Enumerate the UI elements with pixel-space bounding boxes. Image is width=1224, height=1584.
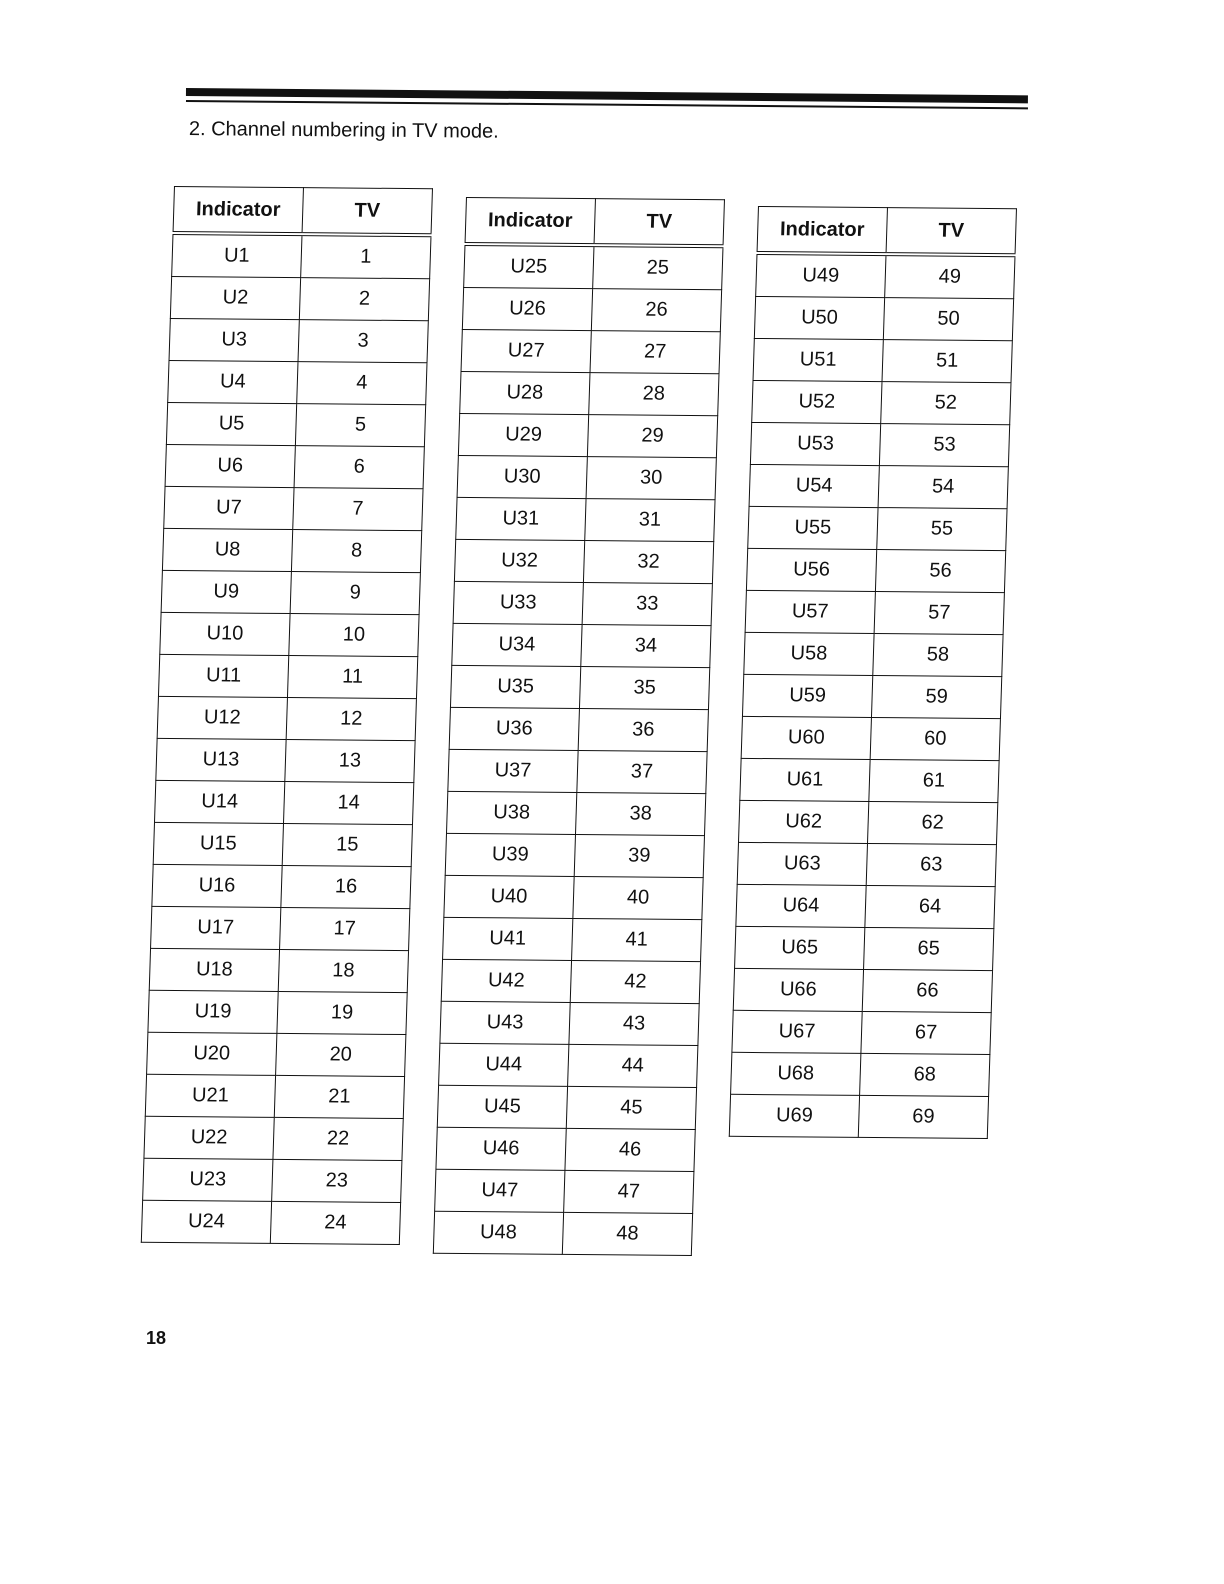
indicator-cell: U53 xyxy=(750,422,880,465)
table-row xyxy=(449,707,708,751)
tv-channel-cell: 6 xyxy=(294,446,424,489)
table-row xyxy=(158,654,417,698)
tv-channel-cell: 50 xyxy=(883,298,1013,341)
tv-channel-cell: 20 xyxy=(276,1033,406,1076)
tv-channel-cell: 39 xyxy=(574,834,704,877)
indicator-cell: U55 xyxy=(748,506,878,549)
table-row xyxy=(162,528,421,572)
indicator-cell: U4 xyxy=(168,360,298,403)
indicator-cell: U27 xyxy=(461,329,591,372)
table-row xyxy=(729,1094,988,1138)
tv-channel-cell: 24 xyxy=(270,1201,400,1244)
tv-channel-cell: 68 xyxy=(860,1053,990,1096)
tv-channel-cell: 40 xyxy=(573,876,703,919)
indicator-cell: U39 xyxy=(445,833,575,876)
table-row xyxy=(754,296,1013,340)
tv-channel-cell: 21 xyxy=(274,1075,404,1118)
table-row xyxy=(462,287,721,331)
indicator-cell: U50 xyxy=(754,296,884,339)
tv-channel-cell: 41 xyxy=(572,918,702,961)
table-row xyxy=(445,833,704,877)
tv-channel-cell: 52 xyxy=(881,382,1011,425)
indicator-cell: U64 xyxy=(736,884,866,927)
indicator-cell: U29 xyxy=(458,413,588,456)
indicator-cell: U42 xyxy=(441,959,571,1002)
tv-channel-cell: 61 xyxy=(869,759,999,802)
tv-channel-cell: 46 xyxy=(565,1128,695,1171)
indicator-cell: U67 xyxy=(732,1010,862,1053)
tv-channel-cell: 58 xyxy=(873,634,1003,677)
table-row xyxy=(152,864,411,908)
table-row xyxy=(435,1169,694,1213)
indicator-cell: U8 xyxy=(162,528,292,571)
table-row xyxy=(742,674,1001,718)
table-row xyxy=(740,758,999,802)
tv-channel-cell: 57 xyxy=(874,592,1004,635)
table-row xyxy=(149,948,408,992)
table-row xyxy=(147,1032,406,1076)
table-row xyxy=(456,497,715,541)
table-row xyxy=(165,444,424,488)
indicator-cell: U22 xyxy=(144,1116,274,1159)
tv-channel-cell: 38 xyxy=(575,792,705,835)
table-row xyxy=(169,318,428,362)
table-row xyxy=(749,464,1008,508)
indicator-cell: U13 xyxy=(156,738,286,781)
tv-channel-cell: 36 xyxy=(578,709,708,752)
tv-channel-cell: 31 xyxy=(585,499,715,542)
indicator-cell: U37 xyxy=(448,749,578,792)
table-row xyxy=(448,749,707,793)
table-row xyxy=(439,1043,698,1087)
indicator-cell: U51 xyxy=(753,338,883,381)
indicator-cell: U16 xyxy=(152,864,282,907)
tv-channel-cell: 60 xyxy=(870,718,1000,761)
tv-channel-cell: 35 xyxy=(579,667,709,710)
table-row xyxy=(744,632,1003,676)
table-row xyxy=(741,716,1000,760)
indicator-cell: U34 xyxy=(452,623,582,666)
indicator-cell: U31 xyxy=(456,497,586,540)
tv-channel-cell: 64 xyxy=(865,885,995,928)
tv-channel-cell: 42 xyxy=(570,960,700,1003)
tv-channel-cell: 1 xyxy=(301,234,431,279)
indicator-cell: U56 xyxy=(746,548,876,591)
indicator-cell: U63 xyxy=(737,842,867,885)
table-row xyxy=(733,968,992,1012)
tv-channel-cell: 26 xyxy=(591,289,721,332)
indicator-cell: U14 xyxy=(155,780,285,823)
section-heading: 2. Channel numbering in TV mode. xyxy=(188,118,499,143)
indicator-cell: U60 xyxy=(741,716,871,759)
indicator-cell: U21 xyxy=(145,1074,275,1117)
table-row xyxy=(166,402,425,446)
indicator-cell: U25 xyxy=(464,244,594,289)
tv-channel-cell: 16 xyxy=(281,865,411,908)
tv-channel-cell: 37 xyxy=(577,750,707,793)
table-row xyxy=(172,233,431,279)
tv-channel-cell: 11 xyxy=(287,656,417,699)
table-row xyxy=(443,917,702,961)
table-row xyxy=(739,800,998,844)
indicator-column-header: Indicator xyxy=(465,198,595,246)
tv-channel-cell: 30 xyxy=(586,457,716,500)
indicator-cell: U23 xyxy=(143,1158,273,1201)
tv-channel-cell: 62 xyxy=(867,801,997,844)
tv-channel-cell: 10 xyxy=(289,614,419,657)
indicator-cell: U2 xyxy=(170,276,300,319)
table-row xyxy=(168,360,427,404)
indicator-cell: U19 xyxy=(148,990,278,1033)
tv-channel-cell: 33 xyxy=(582,583,712,626)
indicator-cell: U46 xyxy=(436,1127,566,1170)
tv-column-header: TV xyxy=(302,188,432,236)
indicator-cell: U66 xyxy=(733,968,863,1011)
table-row xyxy=(144,1116,403,1160)
tv-channel-cell: 59 xyxy=(871,676,1001,719)
tv-channel-cell: 49 xyxy=(885,254,1015,299)
channel-table-1 xyxy=(141,186,433,1245)
tv-channel-cell: 28 xyxy=(589,373,719,416)
table-row xyxy=(437,1085,696,1129)
indicator-cell: U68 xyxy=(731,1052,861,1095)
table-row xyxy=(161,570,420,614)
tv-channel-cell: 5 xyxy=(295,404,425,447)
tv-channel-cell: 22 xyxy=(273,1117,403,1160)
indicator-column-header: Indicator xyxy=(173,187,303,235)
indicator-cell: U58 xyxy=(744,632,874,675)
indicator-cell: U20 xyxy=(147,1032,277,1075)
indicator-cell: U28 xyxy=(460,371,590,414)
tv-channel-cell: 69 xyxy=(858,1095,988,1138)
table-row xyxy=(440,1001,699,1045)
indicator-column-header: Indicator xyxy=(757,207,887,255)
indicator-cell: U17 xyxy=(151,906,281,949)
table-row xyxy=(464,244,723,290)
table-row xyxy=(143,1158,402,1202)
page-number: 18 xyxy=(146,1328,167,1348)
table-row xyxy=(735,926,994,970)
tv-channel-cell: 23 xyxy=(272,1159,402,1202)
indicator-cell: U44 xyxy=(439,1043,569,1086)
indicator-cell: U61 xyxy=(740,758,870,801)
table-row xyxy=(460,371,719,415)
tv-channel-cell: 27 xyxy=(590,331,720,374)
indicator-cell: U18 xyxy=(149,948,279,991)
channel-table-3 xyxy=(729,206,1017,1139)
indicator-cell: U12 xyxy=(157,696,287,739)
table-row xyxy=(436,1127,695,1171)
table-row xyxy=(753,338,1012,382)
indicator-cell: U9 xyxy=(161,570,291,613)
tv-channel-cell: 14 xyxy=(283,781,413,824)
table-row xyxy=(750,422,1009,466)
indicator-cell: U40 xyxy=(444,875,574,918)
tv-channel-cell: 51 xyxy=(882,340,1012,383)
indicator-cell: U57 xyxy=(745,590,875,633)
tv-channel-cell: 54 xyxy=(878,466,1008,509)
table-row xyxy=(447,791,706,835)
table-row xyxy=(731,1052,990,1096)
indicator-cell: U48 xyxy=(433,1211,563,1254)
tv-channel-cell: 45 xyxy=(566,1086,696,1129)
indicator-cell: U59 xyxy=(742,674,872,717)
indicator-cell: U10 xyxy=(160,612,290,655)
table-row xyxy=(458,413,717,457)
tv-channel-cell: 43 xyxy=(569,1002,699,1045)
tv-channel-cell: 56 xyxy=(875,550,1005,593)
indicator-cell: U33 xyxy=(453,581,583,624)
indicator-cell: U45 xyxy=(437,1085,567,1128)
indicator-cell: U62 xyxy=(739,800,869,843)
tv-channel-cell: 55 xyxy=(877,508,1007,551)
indicator-cell: U69 xyxy=(729,1094,859,1137)
indicator-cell: U30 xyxy=(457,455,587,498)
indicator-cell: U35 xyxy=(450,665,580,708)
table-row xyxy=(160,612,419,656)
tv-channel-cell: 34 xyxy=(581,625,711,668)
tv-channel-cell: 25 xyxy=(593,245,723,290)
tv-channel-cell: 12 xyxy=(286,698,416,741)
table-row xyxy=(756,253,1015,299)
table-row xyxy=(164,486,423,530)
indicator-cell: U54 xyxy=(749,464,879,507)
indicator-cell: U65 xyxy=(735,926,865,969)
indicator-cell: U41 xyxy=(443,917,573,960)
table-row xyxy=(170,276,429,320)
table-row xyxy=(732,1010,991,1054)
indicator-cell: U49 xyxy=(756,253,886,298)
table-row xyxy=(444,875,703,919)
indicator-cell: U26 xyxy=(462,287,592,330)
tv-channel-cell: 32 xyxy=(583,541,713,584)
tv-channel-cell: 17 xyxy=(280,907,410,950)
tv-channel-cell: 66 xyxy=(862,969,992,1012)
tv-channel-cell: 44 xyxy=(568,1044,698,1087)
tv-channel-cell: 7 xyxy=(293,488,423,531)
indicator-cell: U24 xyxy=(141,1200,271,1243)
table-row xyxy=(450,665,709,709)
table-row xyxy=(453,581,712,625)
table-row xyxy=(157,696,416,740)
tv-channel-cell: 2 xyxy=(299,278,429,321)
indicator-cell: U11 xyxy=(158,654,288,697)
indicator-cell: U3 xyxy=(169,318,299,361)
indicator-cell: U43 xyxy=(440,1001,570,1044)
tv-channel-cell: 19 xyxy=(277,991,407,1034)
table-row xyxy=(457,455,716,499)
tv-channel-cell: 48 xyxy=(562,1212,692,1255)
table-row xyxy=(153,822,412,866)
table-row xyxy=(148,990,407,1034)
table-row xyxy=(454,539,713,583)
tv-channel-cell: 67 xyxy=(861,1011,991,1054)
tv-channel-cell: 3 xyxy=(298,320,428,363)
tv-channel-cell: 47 xyxy=(564,1170,694,1213)
indicator-cell: U47 xyxy=(435,1169,565,1212)
tv-channel-cell: 63 xyxy=(866,843,996,886)
indicator-cell: U32 xyxy=(454,539,584,582)
tv-channel-cell: 29 xyxy=(587,415,717,458)
indicator-cell: U15 xyxy=(153,822,283,865)
table-row xyxy=(145,1074,404,1118)
table-row xyxy=(452,623,711,667)
tv-channel-cell: 65 xyxy=(864,927,994,970)
tv-column-header: TV xyxy=(594,199,724,247)
tv-channel-cell: 18 xyxy=(278,949,408,992)
tv-channel-cell: 8 xyxy=(291,530,421,573)
table-row xyxy=(441,959,700,1003)
table-row xyxy=(461,329,720,373)
tv-channel-cell: 15 xyxy=(282,823,412,866)
table-row xyxy=(736,884,995,928)
indicator-cell: U7 xyxy=(164,486,294,529)
tv-column-header: TV xyxy=(886,208,1016,256)
table-row xyxy=(737,842,996,886)
table-row xyxy=(752,380,1011,424)
table-row xyxy=(433,1211,692,1255)
indicator-cell: U5 xyxy=(166,402,296,445)
tv-channel-cell: 13 xyxy=(285,739,415,782)
table-row xyxy=(141,1200,400,1244)
tv-channel-cell: 9 xyxy=(290,572,420,615)
tv-channel-cell: 4 xyxy=(297,362,427,405)
table-row xyxy=(155,780,414,824)
table-row xyxy=(151,906,410,950)
channel-table-2 xyxy=(433,197,725,1256)
tv-channel-cell: 53 xyxy=(879,424,1009,467)
table-row xyxy=(156,738,415,782)
table-row xyxy=(748,506,1007,550)
indicator-cell: U1 xyxy=(172,233,302,278)
indicator-cell: U36 xyxy=(449,707,579,750)
indicator-cell: U38 xyxy=(447,791,577,834)
table-row xyxy=(746,548,1005,592)
indicator-cell: U6 xyxy=(165,444,295,487)
table-row xyxy=(745,590,1004,634)
indicator-cell: U52 xyxy=(752,380,882,423)
